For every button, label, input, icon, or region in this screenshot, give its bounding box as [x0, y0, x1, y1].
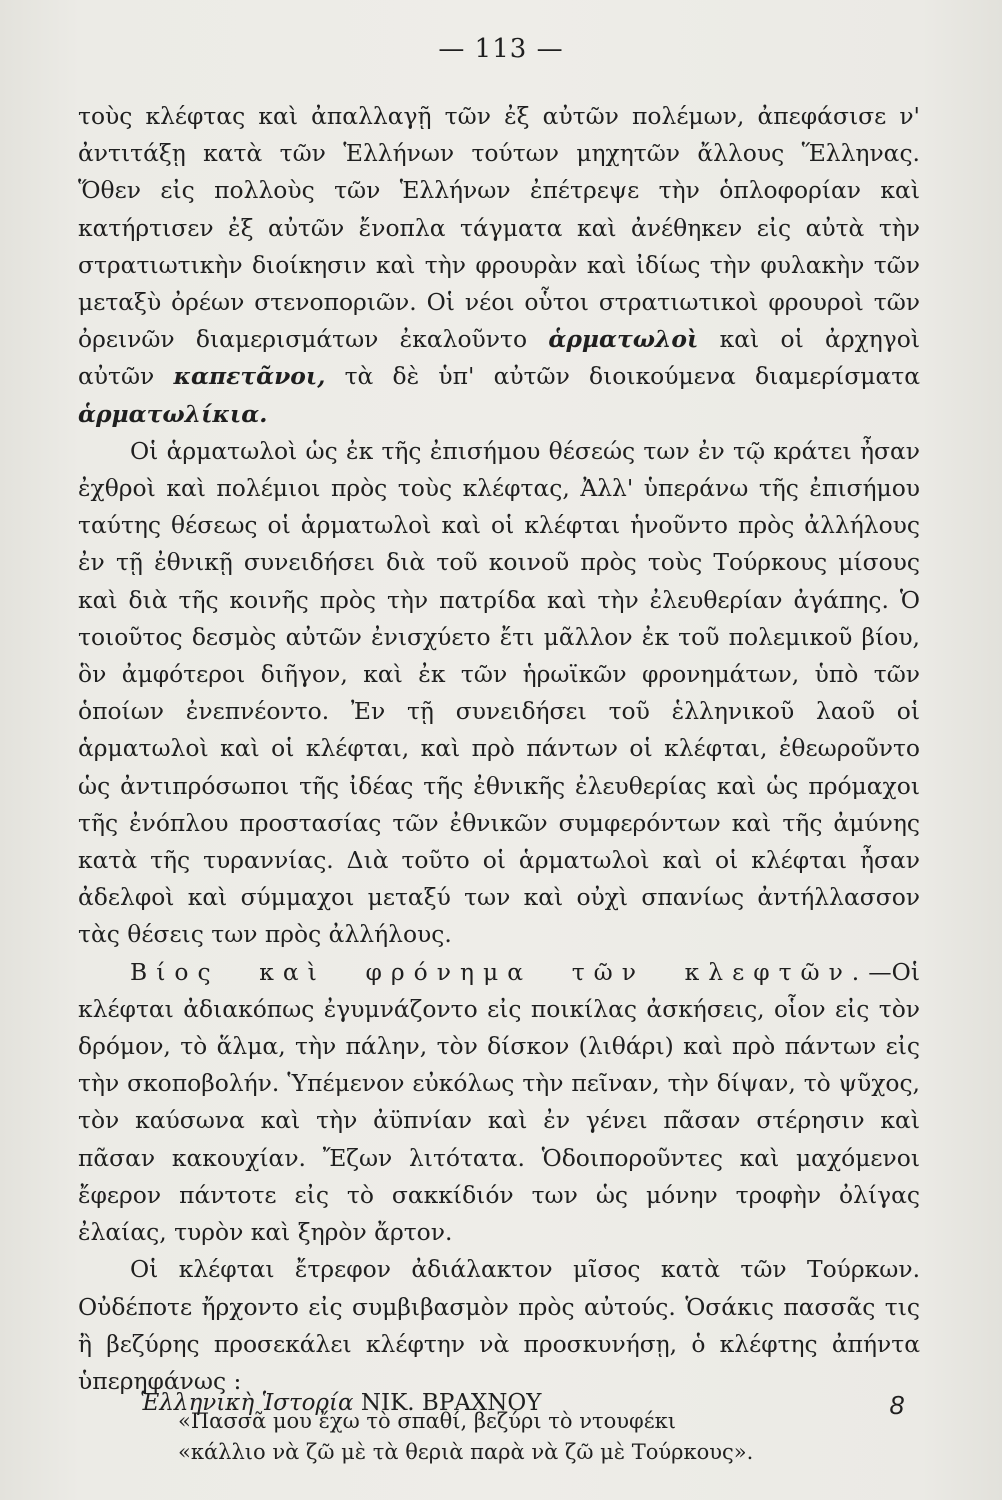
- term-armatolikia: ἁρματωλίκια.: [78, 399, 268, 428]
- paragraph-1-text-1: τοὺς κλέφτας καὶ ἀπαλλαγῇ τῶν ἐξ αὐτῶν πολέμων, ἀπεφάσισε ν' ἀντιτάξῃ κατὰ τῶν Ἑλλήνων τούτων μηχητῶν ἄλλους Ἕλληνας. Ὅθεν εἰς πολλοὺς τῶν Ἑλλήνων ἐπέτρεψε τὴν ὁπλοφορίαν καὶ κατήρτισεν ἐξ αὐτῶν ἔνοπλα τάγματα καὶ ἀνέθηκεν εἰς αὐτὰ τὴν στρατιωτικὴν διοίκησιν καὶ τὴν φρουρὰν καὶ ἰδίως τὴν φυλακὴν τῶν μεταξὺ ὀρέων στενοποριῶν. Οἱ νέοι οὗτοι στρατιωτικοὶ φρουροὶ τῶν ὀρεινῶν διαμερισμάτων ἐκαλοῦντο: [78, 102, 920, 354]
- paragraph-1: [78, 98, 920, 433]
- page-footer: [140, 1390, 904, 1420]
- verse-line-1: «Πασσᾶ μου ἔχω τὸ σπαθί, βεζύρι τὸ ντουφέκι: [178, 1409, 676, 1434]
- term-armatoloi: ἁρματωλοὶ: [548, 325, 699, 354]
- signature-mark: 8: [889, 1390, 904, 1420]
- footer-author: ΝΙΚ. ΒΡΑΧΝΟΥ: [360, 1390, 542, 1416]
- footer-book-title: Ἑλληνικὴ Ἱστορία: [140, 1390, 354, 1416]
- body-text: [78, 98, 920, 1468]
- paragraph-2: Οἱ ἁρματωλοὶ ὡς ἐκ τῆς ἐπισήμου θέσεώς των ἐν τῷ κράτει ἦσαν ἐχθροὶ καὶ πολέμιοι πρὸς τοὺς κλέφτας, Ἀλλ' ὑπεράνω τῆς ἐπισήμου ταύτης θέσεως οἱ ἁρματωλοὶ καὶ οἱ κλέφται ἡνοῦντο πρὸς ἀλλήλους ἐν τῇ ἐθνικῇ συνειδήσει διὰ τοῦ κοινοῦ πρὸς τοὺς Τούρκους μίσους καὶ διὰ τῆς κοινῆς πρὸς τὴν πατρίδα καὶ τὴν ἐλευθερίαν ἀγάπης. Ὁ τοιοῦτος δεσμὸς αὐτῶν ἐνισχύετο ἔτι μᾶλλον ἐκ τοῦ πολεμικοῦ βίου, ὃν ἀμφότεροι διῆγον, καὶ ἐκ τῶν ἡρωϊκῶν φρονημάτων, ὑπὸ τῶν ὁποίων ἐνεπνέοντο. Ἐν τῇ συνειδήσει τοῦ ἑλληνικοῦ λαοῦ οἱ ἁρματωλοὶ καὶ οἱ κλέφται, καὶ πρὸ πάντων οἱ κλέφται, ἐθεωροῦντο ὡς ἀντιπρόσωποι τῆς ἰδέας τῆς ἐθνικῆς ἐλευθερίας καὶ ὡς πρόμαχοι τῆς ἐνόπλου προστασίας τῶν ἐθνικῶν συμφερόντων καὶ τῆς ἀμύνης κατὰ τῆς τυραννίας. Διὰ τοῦτο οἱ ἁρματωλοὶ καὶ οἱ κλέφται ἦσαν ἀδελφοὶ καὶ σύμμαχοι μεταξύ των καὶ οὐχὶ σπανίως ἀντήλλασσον τὰς θέσεις των πρὸς ἀλλήλους.: [78, 436, 920, 949]
- paragraph-3: [78, 954, 920, 1252]
- paragraph-4: Οἱ κλέφται ἔτρεφον ἀδιάλακτον μῖσος κατὰ τῶν Τούρκων. Οὐδέποτε ἤρχοντο εἰς συμβιβασμὸν πρὸς αὐτούς. Ὁσάκις πασσᾶς τις ἢ βεζύρης προσεκάλει κλέφτην νὰ προσκυνήσῃ, ὁ κλέφτης ἀπήντα ὑπερηφάνως :: [78, 1255, 920, 1395]
- paragraph-1-text-2: καὶ οἱ ἀρχηγοὶ αὐτῶν: [78, 325, 921, 391]
- verse-line-2: «κάλλιο νὰ ζῶ μὲ τὰ θεριὰ παρὰ νὰ ζῶ μὲ Τούρκους».: [178, 1440, 754, 1465]
- paragraph-1-text-3: τὰ δὲ ὑπ' αὐτῶν διοικούμενα διαμερίσματα: [344, 362, 921, 391]
- section-heading: Βίος καὶ φρόνημα τῶν κλεφτῶν.: [130, 957, 869, 986]
- page-number: — 113 —: [438, 34, 564, 64]
- term-kapetanoi: καπετᾶνοι,: [173, 362, 326, 391]
- paragraph-3-text: —Οἱ κλέφται ἀδιακόπως ἐγυμνάζοντο εἰς ποικίλας ἀσκήσεις, οἷον εἰς τὸν δρόμον, τὸ ἅλμα, τὴν πάλην, τὸν δίσκον (λιθάρι) καὶ πρὸ πάντων εἰς τὴν σκοποβολήν. Ὑπέμενον εὐκόλως τὴν πεῖναν, τὴν δίψαν, τὸ ψῦχος, τὸν καύσωνα καὶ τὴν ἀϋπνίαν καὶ ἐν γένει πᾶσαν στέρησιν καὶ πᾶσαν κακουχίαν. Ἔζων λιτότατα. Ὁδοιποροῦντες καὶ μαχόμενοι ἔφερον πάντοτε εἰς τὸ σακκίδιόν των ὡς μόνην τροφὴν ὀλίγας ἐλαίας, τυρὸν καὶ ξηρὸν ἄρτον.: [78, 957, 920, 1247]
